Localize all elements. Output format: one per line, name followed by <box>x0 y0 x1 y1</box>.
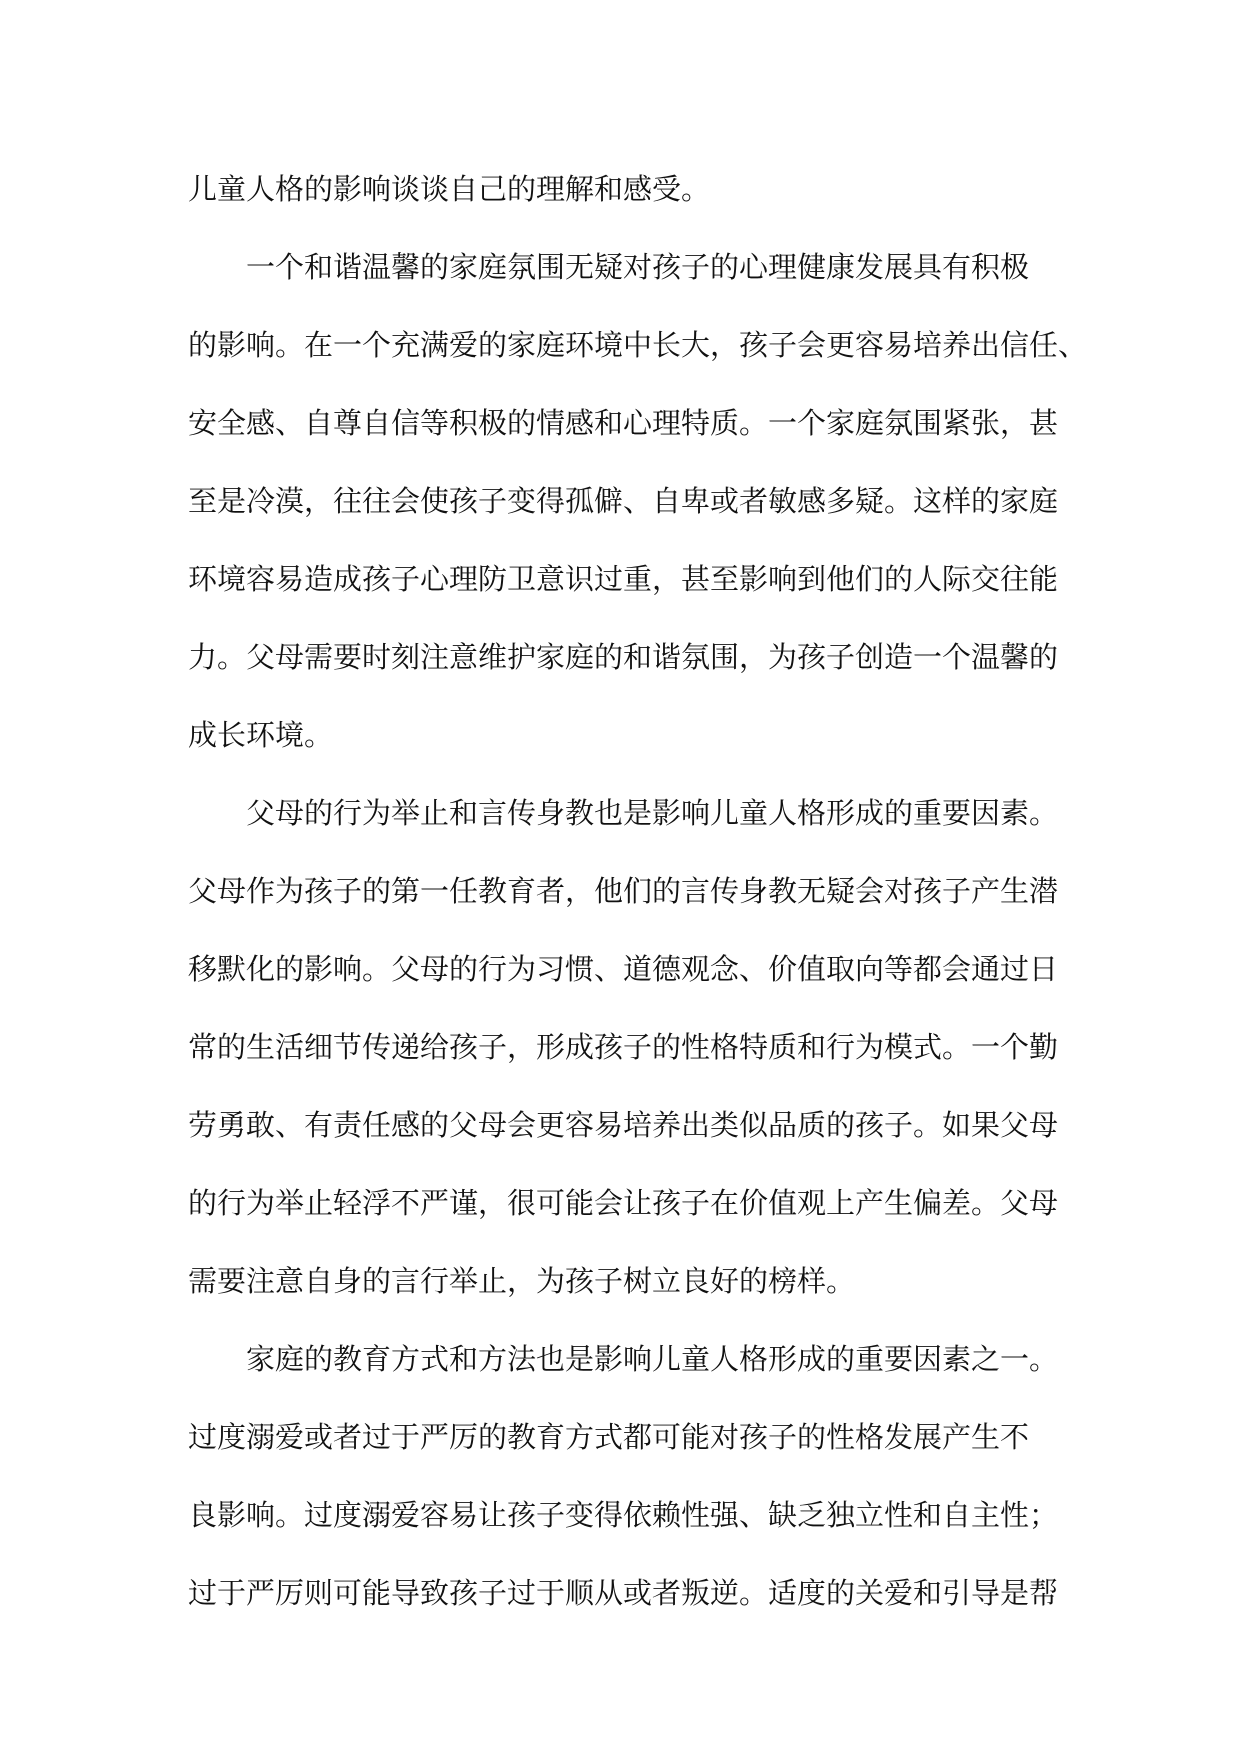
text-line: 的影响。在一个充满爱的家庭环境中长大，孩子会更容易培养出信任、 <box>188 328 1088 362</box>
text-line: 的行为举止轻浮不严谨，很可能会让孩子在价值观上产生偏差。父母 <box>188 1186 1059 1220</box>
text-line: 安全感、自尊自信等积极的情感和心理特质。一个家庭氛围紧张，甚 <box>188 406 1059 440</box>
paragraph-first-line: 家庭的教育方式和方法也是影响儿童人格形成的重要因素之一。 <box>246 1342 1059 1376</box>
text-line: 过度溺爱或者过于严厉的教育方式都可能对孩子的性格发展产生不 <box>188 1420 1030 1454</box>
text-line: 常的生活细节传递给孩子，形成孩子的性格特质和行为模式。一个勤 <box>188 1030 1059 1064</box>
paragraph-first-line: 父母的行为举止和言传身教也是影响儿童人格形成的重要因素。 <box>246 796 1059 830</box>
text-line: 过于严厉则可能导致孩子过于顺从或者叛逆。适度的关爱和引导是帮 <box>188 1576 1059 1610</box>
text-line: 环境容易造成孩子心理防卫意识过重，甚至影响到他们的人际交往能 <box>188 562 1059 596</box>
text-line: 移默化的影响。父母的行为习惯、道德观念、价值取向等都会通过日 <box>188 952 1059 986</box>
text-line: 劳勇敢、有责任感的父母会更容易培养出类似品质的孩子。如果父母 <box>188 1108 1059 1142</box>
text-line: 至是冷漠，往往会使孩子变得孤僻、自卑或者敏感多疑。这样的家庭 <box>188 484 1059 518</box>
text-line: 需要注意自身的言行举止，为孩子树立良好的榜样。 <box>188 1264 856 1298</box>
body-text <box>188 150 1088 1632</box>
text-line: 良影响。过度溺爱容易让孩子变得依赖性强、缺乏独立性和自主性； <box>188 1498 1059 1532</box>
text-line: 力。父母需要时刻注意维护家庭的和谐氛围，为孩子创造一个温馨的 <box>188 640 1059 674</box>
text-line: 成长环境。 <box>188 718 334 752</box>
text-line: 儿童人格的影响谈谈自己的理解和感受。 <box>188 172 711 206</box>
text-line: 父母作为孩子的第一任教育者，他们的言传身教无疑会对孩子产生潜 <box>188 874 1059 908</box>
paragraph-first-line: 一个和谐温馨的家庭氛围无疑对孩子的心理健康发展具有积极 <box>246 250 1030 284</box>
